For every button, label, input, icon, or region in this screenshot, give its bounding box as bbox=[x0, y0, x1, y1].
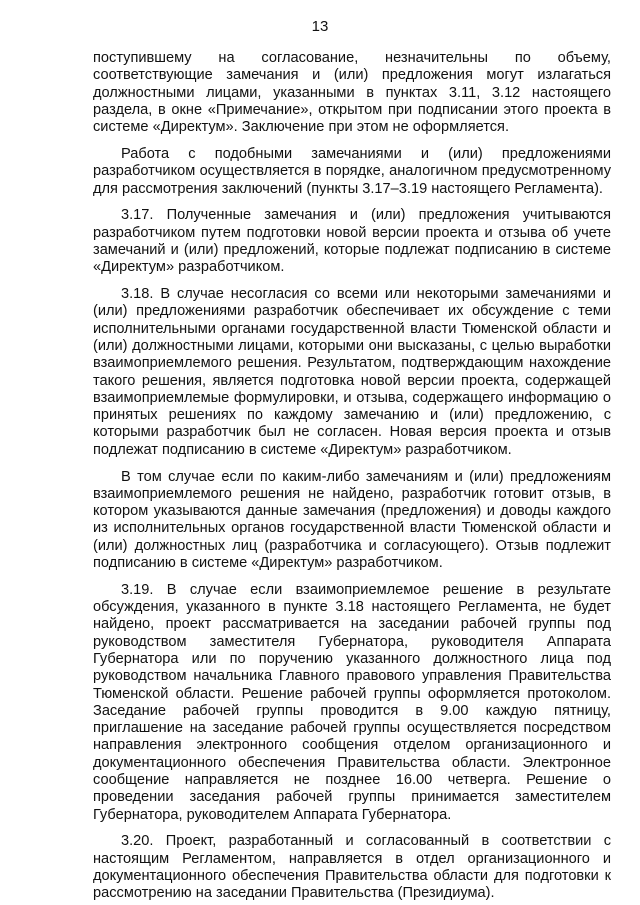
paragraph-remarks-handling: Работа с подобными замечаниями и (или) предложениями разработчиком осуществляется в порядке, аналогичном предусмотренному для рассмотрения заключений (пункты 3.17–3.19 настоящего Регламента). bbox=[93, 145, 611, 197]
paragraph-clause-3-20: 3.20. Проект, разработанный и согласованный в соответствии с настоящим Регламентом, направляется в отдел организационного и документационного обеспечения Правительства области для подготовки к рассмотрению на заседании Правительства (Президиума). bbox=[93, 833, 611, 902]
paragraph-clause-3-18-continued: В том случае если по каким-либо замечаниям и (или) предложениям взаимоприемлемого решения не найдено, разработчик готовит отзыв, в котором указываются данные замечания (предложения) и доводы каждого из исполнительных органов государственной власти Тюменской области и (или) должностных лиц (разработчика и согласующего). Отзыв подлежит подписанию в системе «Директум» разработчиком. bbox=[93, 468, 611, 572]
paragraph-clause-3-18: 3.18. В случае несогласия со всеми или некоторыми замечаниями и (или) предложениями разработчик обеспечивает их обсуждение с теми исполнительными органами государственной власти Тюменской области и (или) должностными лицами, которыми они высказаны, с целью выработки взаимоприемлемого решения. Результатом, подтверждающим нахождение такого решения, является подготовка новой версии проекта, содержащей взаимоприемлемые формулировки, и отзыва, содержащего информацию о принятых решениях по каждому замечанию и (или) предложению, с которыми разработчик был не согласен. Новая версия проекта и отзыв подлежат подписанию в системе «Директум» разработчиком. bbox=[93, 286, 611, 458]
paragraph-clause-3-17: 3.17. Полученные замечания и (или) предложения учитываются разработчиком путем подготовки новой версии проекта и отзыва об учете замечаний и (или) предложений, которые подлежат подписанию в системе «Директум» разработчиком. bbox=[93, 207, 611, 276]
document-body bbox=[93, 50, 611, 903]
paragraph-continuation: поступившему на согласование, незначительны по объему, соответствующие замечания и (или) предложения могут излагаться должностными лицами, указанными в пунктах 3.11, 3.12 настоящего раздела, в окне «Примечание», открытом при подписании этого проекта в системе «Директум». Заключение при этом не оформляется. bbox=[93, 50, 611, 136]
paragraph-clause-3-19: 3.19. В случае если взаимоприемлемое решение в результате обсуждения, указанного в пункте 3.18 настоящего Регламента, не будет найдено, проект рассматривается на заседании рабочей группы под руководством заместителя Губернатора, руководителя Аппарата Губернатора или по поручению указанного должностного лица под руководством начальника Главного правового управления Правительства Тюменской области. Решение рабочей группы оформляется протоколом. Заседание рабочей группы проводится в 9.00 каждую пятницу, приглашение на заседание рабочей группы осуществляется посредством направления электронного сообщения отделом организационного и документационного обеспечения Правительства области. Электронное сообщение направляется не позднее 16.00 четверга. Решение о проведении заседания рабочей группы принимается заместителем Губернатора, руководителем Аппарата Губернатора. bbox=[93, 581, 611, 823]
page-number: 13 bbox=[311, 18, 329, 35]
